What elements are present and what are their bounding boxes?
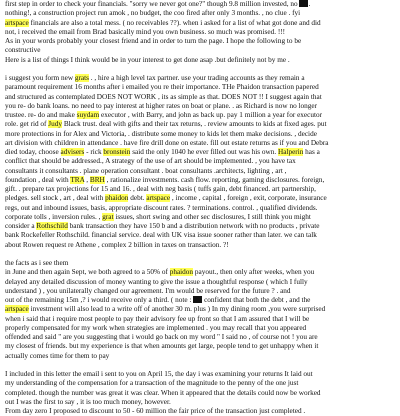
text-line xyxy=(5,296,397,305)
text-run: has a xyxy=(303,148,320,156)
highlighted-term: suydam xyxy=(76,111,100,119)
text-line xyxy=(5,148,397,157)
text-line xyxy=(5,389,397,398)
text-run: bank Rockefeller Rothschild. financial service. deal with UK visa issue sooner rather than later. we can talk xyxy=(5,231,317,240)
text-run: the facts as i see them xyxy=(5,259,69,267)
text-line xyxy=(5,333,397,342)
text-run: issues, short swing and other sec disclosures, I still think you might xyxy=(113,212,311,221)
text-run: about Rowen request re Athene , complex 2 billion in taxes on transaction. ?! xyxy=(5,240,229,249)
text-line xyxy=(5,176,397,185)
text-run: died today, choose xyxy=(5,148,61,156)
text-run: Here is a list of things I think would be in your interest to get done asap .but definitely not by me . xyxy=(5,55,290,64)
highlighted-term: phaidon xyxy=(105,194,129,203)
redaction-mark xyxy=(193,296,202,303)
text-line xyxy=(5,315,397,324)
text-run: you re- do bank loans. no need to pay interest at higher rates on boat or plane. . as Richard is now no longer xyxy=(5,101,318,110)
text-run: my understanding of the compensation for a transaction of the magnitude to the penny of the one just xyxy=(5,379,299,388)
paragraph-gap xyxy=(5,250,397,259)
text-line xyxy=(5,370,397,379)
highlighted-term: phaidon xyxy=(169,268,194,277)
text-run: delayed any detailed discussion of money wanting to give the issue a thoughtful response ( which I fully xyxy=(5,277,308,286)
text-line xyxy=(5,56,397,65)
highlighted-term: advisers xyxy=(60,148,85,156)
text-line xyxy=(5,28,397,37)
text-line xyxy=(5,185,397,194)
text-run: offended and said " are you suggesting that i would go back on my word " I said no , of course not ! you are xyxy=(5,333,318,341)
text-run: confident that both the debt , and the xyxy=(202,296,311,304)
text-run: nothing!, a construction project run amok , no budget, the coo fired after only 3 months. , no clue . fyi xyxy=(5,9,301,18)
text-run: From day zero I proposed to discount to 50 - 60 million the fair price of the transaction just completed . xyxy=(5,407,306,415)
text-run: trustee. re- do and make xyxy=(5,111,77,119)
text-run: paramount requirement 16 months after i emailed you re their importance. THe Phaidon transaction papered xyxy=(5,83,319,92)
text-run: pledges. sell stock , art , deal with xyxy=(5,194,106,203)
text-run: . , hire a high level tax partner. use your trading accounts as they remain a xyxy=(88,74,305,82)
text-run: - rick xyxy=(84,148,104,156)
highlighted-term: BRH xyxy=(89,175,105,184)
text-run: , xyxy=(84,175,90,184)
text-run: constructive xyxy=(5,46,41,55)
text-line xyxy=(5,167,397,176)
text-line xyxy=(5,0,397,9)
text-run: role. get rid of xyxy=(5,120,49,129)
highlighted-term: artspace xyxy=(146,194,171,203)
text-run: gift. . prepare tax projections for 15 and 16. , deal with neg basis ( tuffs gain, debt financed. art partnership, xyxy=(5,185,316,193)
text-run: investment will also lead to a write off of another 30 m. plus ) In my dining room ,you were surprised xyxy=(28,305,326,314)
text-run: regs, out and inbound issues, basis, appropriate discount rates. ? terminations. control. , qualified dividends. xyxy=(5,203,318,212)
highlighted-term: Judy xyxy=(48,120,62,129)
text-line xyxy=(5,83,397,92)
text-line xyxy=(5,352,397,361)
text-run: corporate tolls , inversion rules. , xyxy=(5,212,103,221)
text-line xyxy=(5,102,397,111)
highlighted-term: Rothschild xyxy=(36,222,68,230)
text-run: art division with children in attendance . have fire drill done on estate. fill out estate returns as if you and Debra xyxy=(5,138,329,147)
text-line xyxy=(5,93,397,102)
text-line xyxy=(5,231,397,240)
text-line xyxy=(5,324,397,333)
text-run: bank transaction they have 150 b and a distribution network with no products , private xyxy=(67,222,320,230)
text-line xyxy=(5,305,397,314)
text-line xyxy=(5,9,397,18)
text-line xyxy=(5,157,397,166)
text-run: completed. though the number was great it was clear. When it appeared that the details could now be worked xyxy=(5,388,321,397)
highlighted-term: TRA xyxy=(70,175,85,184)
letter-paragraph xyxy=(5,0,397,65)
text-run: payout., then only after weeks, when you xyxy=(193,268,315,277)
text-run: not, i received the email from Brad basically mind you own business. so much was promised. !!! xyxy=(5,27,286,36)
text-run: consider a xyxy=(5,222,37,230)
text-line xyxy=(5,111,397,120)
text-run: . xyxy=(308,0,311,8)
text-run: and structured as contemplated DOES NOT WORK , its as simple as that. DOES NOT !! I suggest again that xyxy=(5,92,322,101)
paragraph-gap xyxy=(5,65,397,74)
text-line xyxy=(5,120,397,129)
text-line xyxy=(5,37,397,46)
text-run: , income , capital , foreign , exit, corporate, insurance xyxy=(170,194,327,203)
text-run: understand ) , you unilaterally changed our agreement. I'm would be reserved for the future ? . and xyxy=(5,286,291,295)
text-run: out of the remaining 15m ,? i would receive only a third. ( note : xyxy=(5,296,194,304)
text-run: financials are also a total mess. ( no receivables ??). when i asked for a list of what got done and did xyxy=(28,18,321,27)
text-run: conflict that should be addressed., A strategy of the use of art should be implemented. , you have tax xyxy=(5,157,296,166)
text-run: out I was the first to say , it is too much money, however. xyxy=(5,397,171,406)
text-line xyxy=(5,222,397,231)
highlighted-term: grat xyxy=(102,212,114,221)
text-line xyxy=(5,204,397,213)
text-run: consultants it consultants . plane operation consultant . boat consultants .architects, lighting , art , xyxy=(5,166,287,175)
highlighted-term: bronstein xyxy=(103,148,131,156)
text-run: As in your words probably your closest friend and in order to turn the page. I hope the following to be xyxy=(5,37,302,45)
text-run: first step in order to check your financials. "sorry we never got one?" though 9.8 million invested, no xyxy=(5,0,300,8)
text-line xyxy=(5,259,397,268)
highlighted-term: grats xyxy=(74,74,89,82)
highlighted-term: Halperin xyxy=(277,148,304,156)
text-line xyxy=(5,268,397,277)
text-run: executor , with Barry, and john as back up. pay 1 million a year for executor xyxy=(99,111,323,119)
highlighted-term: artspace xyxy=(5,305,29,314)
text-run: in June and then again Sept, we both agreed to a 50% of xyxy=(5,268,170,277)
text-line xyxy=(5,287,397,296)
text-line xyxy=(5,46,397,55)
text-line xyxy=(5,139,397,148)
text-run: actually comes time for them to pay xyxy=(5,351,110,360)
text-line xyxy=(5,342,397,351)
text-run: I included in this letter the email i sent to you on April 15, the day i was examining your returns It laid out xyxy=(5,370,313,378)
text-line xyxy=(5,398,397,407)
text-line xyxy=(5,241,397,250)
text-run: more protections in for Alex and Victoria, . distribute some money to kids let them make decisions. , decide xyxy=(5,129,317,138)
text-run: Black trust. deal with gifts and their tax returns, . review amounts to kids at fixed ages. put xyxy=(62,120,327,129)
text-run: debt. xyxy=(128,194,147,203)
text-run: foundation , deal with xyxy=(5,175,71,184)
text-run: when i said that i require most people to pay their advisory fee up front so that I am assured that I will be xyxy=(5,314,310,323)
text-line xyxy=(5,74,397,83)
letter-document xyxy=(5,0,397,416)
text-line xyxy=(5,379,397,388)
paragraph-gap xyxy=(5,361,397,370)
highlighted-term: artspace xyxy=(5,18,29,27)
text-line xyxy=(5,19,397,28)
text-line xyxy=(5,278,397,287)
text-run: properly compensated for my work when strategies are implemented . you may recall that you appeared xyxy=(5,323,307,332)
text-line xyxy=(5,194,397,203)
text-run: said the only 1040 he ever filled out was his own. xyxy=(130,148,278,156)
text-run: , rationalize investments. cash flow. reporting, gaming disclosures. foreign, xyxy=(104,175,325,184)
text-line xyxy=(5,130,397,139)
text-run: my closest of friends. but my experience is that when amounts get large, people tend to get unhappy when it xyxy=(5,342,319,351)
text-line xyxy=(5,213,397,222)
letter-paragraph xyxy=(5,259,397,361)
text-line xyxy=(5,407,397,416)
letter-paragraph xyxy=(5,74,397,250)
text-run: i suggest you form new xyxy=(5,74,75,82)
letter-paragraph xyxy=(5,370,397,416)
